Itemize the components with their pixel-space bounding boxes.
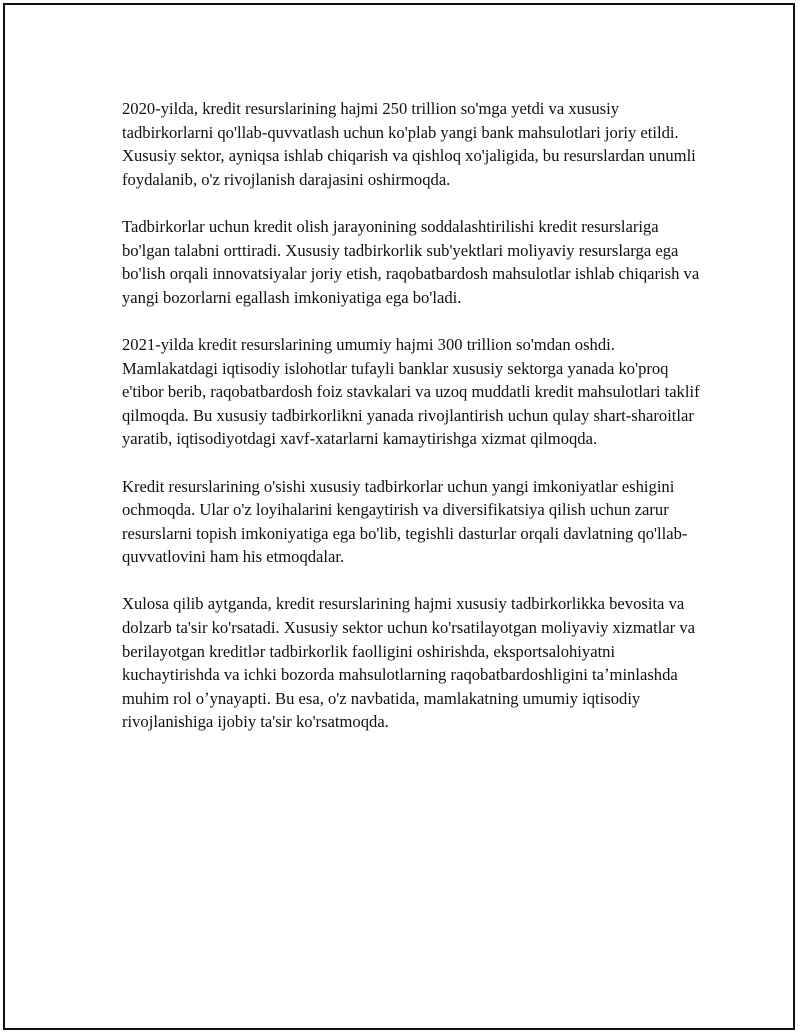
document-body — [122, 97, 702, 758]
paragraph-4: Kredit resurslarining o'sishi xususiy tadbirkorlar uchun yangi imkoniyatlar eshigini ochmoqda. Ular o'z loyihalarini kengaytirish va diversifikatsiya qilish uchun zarur resurslarni topish imkoniyatiga ega bo'lib, tegishli dasturlar orqali davlatning qo'llab-quvvatlovini ham his etmoqdalar. — [122, 476, 688, 567]
paragraph-3: 2021-yilda kredit resurslarining umumiy hajmi 300 trillion so'mdan oshdi. Mamlakatdagi iqtisodiy islohotlar tufayli banklar xususiy sektorga yanada ko'proq e'tibor berib, raqobatbardosh foiz stavkalari va uzoq muddatli kredit mahsulotlari taklif qilmoqda. Bu xususiy tadbirkorlikni yanada rivojlantirish uchun qulay shart-sharoitlar yaratib, iqtisodiyotdagi xavf-xatarlarni kamaytirishga xizmat qilmoqda. — [122, 334, 700, 449]
page-frame — [3, 3, 795, 1030]
paragraph-2: Tadbirkorlar uchun kredit olish jarayonining soddalashtirilishi kredit resurslariga bo'lgan talabni orttiradi. Xususiy tadbirkorlik sub'yektlari moliyaviy resurslarga ega bo'lish orqali innovatsiyalar joriy etish, raqobatbardosh mahsulotlar ishlab chiqarish va yangi bozorlarni egallash imkoniyatiga ega bo'ladi. — [122, 216, 700, 307]
paragraph-5: Xulosa qilib aytganda, kredit resurslarining hajmi xususiy tadbirkorlikka bevosita va dolzarb ta'sir ko'rsatadi. Xususiy sektor uchun ko'rsatilayotgan moliyaviy xizmatlar va berilayotgan kreditlər tadbirkorlik faolligini oshirishda, eksportsalohiyatni kuchaytirishda va ichki bozorda mahsulotlarning raqobatbardoshligini taʼminlashda muhim rol oʼynayapti. Bu esa, o'z navbatida, mamlakatning umumiy iqtisodiy rivojlanishiga ijobiy ta'sir ko'rsatmoqda. — [122, 594, 696, 732]
paragraph-1: 2020-yilda, kredit resurslarining hajmi 250 trillion so'mga yetdi va xususiy tadbirkorlarni qo'llab-quvvatlash uchun ko'plab yangi bank mahsulotlari joriy etildi. Xususiy sektor, ayniqsa ishlab chiqarish va qishloq xo'jaligida, bu resurslardan unumli foydalanib, o'z rivojlanish darajasini oshirmoqda. — [122, 99, 696, 189]
